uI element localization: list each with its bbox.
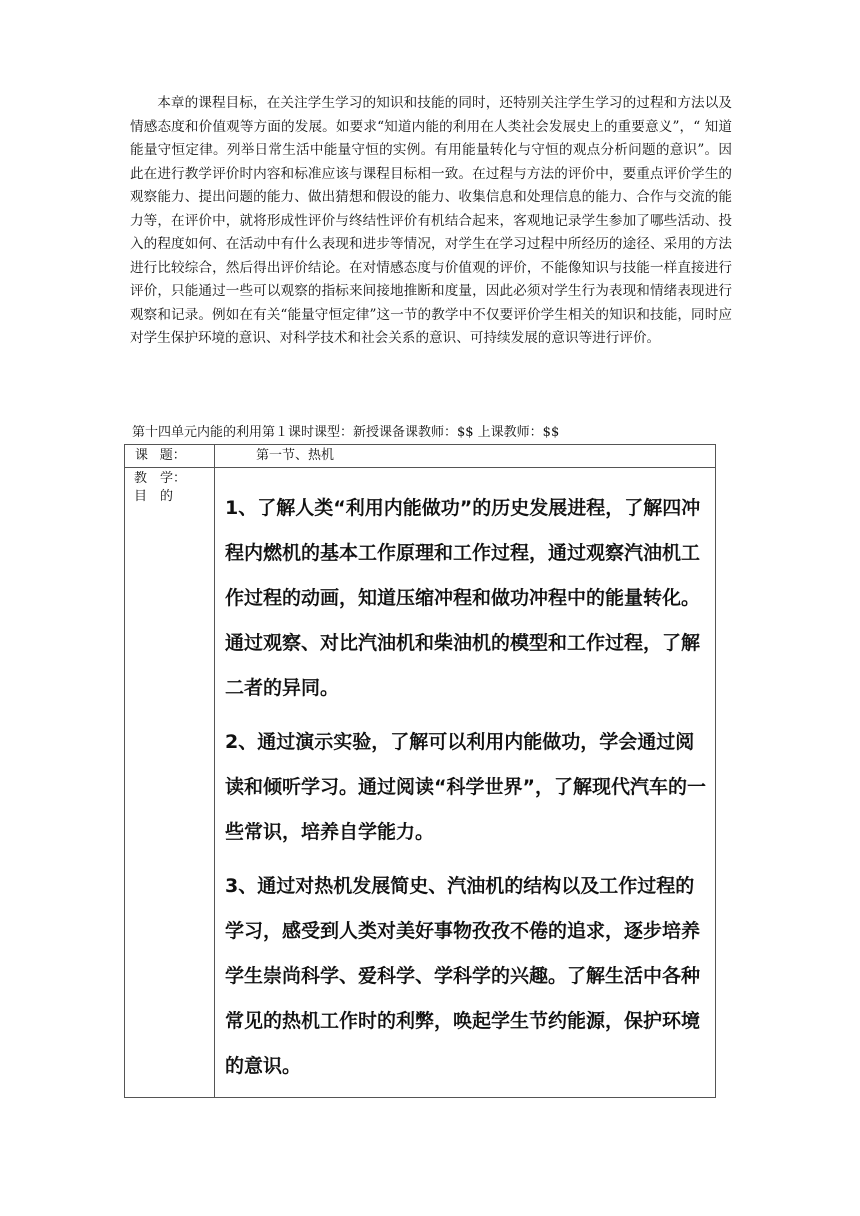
topic-row	[125, 445, 716, 468]
topic-label-cell	[125, 445, 215, 468]
intro-paragraph: 本章的课程目标，在关注学生学习的知识和技能的同时，还特别关注学生学习的过程和方法以及情感态度和价值观等方面的发展。如要求“知道内能的利用在人类社会发展史上的重要意义”，“ 知道能量守恒定律。列举日常生活中能量守恒的实例。有用能量转化与守恒的观点分析问题的意识”。因此在进行教学评价时内容和标准应该与课程目标相一致。在过程与方法的评价中，要重点评价学生的观察能力、提出问题的能力、做出猜想和假设的能力、收集信息和处理信息的能力、合作与交流的能力等，在评价中，就将形成性评价与终结性评价有机结合起来，客观地记录学生参加了哪些活动、投入的程度如何、在活动中有什么表现和进步等情况，对学生在学习过程中所经历的途径、采用的方法进行比较综合，然后得出评价结论。在对情感态度与价值观的评价，不能像知识与技能一样直接进行评价，只能通过一些可以观察的指标来间接地推断和度量，因此必须对学生行为表现和情绪表现进行观察和记录。例如在有关“能量守恒定律”这一节的教学中不仅要评价学生相关的知识和技能，同时应对学生保护环境的意识、对科学技术和社会关系的意识、可持续发展的意识等进行评价。	[130, 95, 732, 346]
goal-item-3: 3、通过对热机发展简史、汽油机的结构以及工作过程的学习，感受到人类对美好事物孜孜不倦的追求，逐步培养学生崇尚科学、爱科学、学科学的兴趣。了解生活中各种常见的热机工作时的利弊，唤起学生节约能源，保护环境的意识。	[225, 875, 701, 1077]
topic-label	[125, 445, 214, 467]
goals-label-line2: 目 的	[134, 489, 174, 504]
goals-content	[215, 468, 715, 1097]
lesson-plan-table	[124, 444, 716, 1098]
goals-label	[125, 468, 214, 506]
goal-item-1: 1、了解人类“利用内能做功”的历史发展进程，了解四冲程内燃机的基本工作原理和工作过程，通过观察汽油机工作过程的动画，知道压缩冲程和做功冲程中的能量转化。通过观察、对比汽油机和柴油机的模型和工作过程，了解二者的异同。	[225, 497, 701, 699]
goals-cell	[215, 468, 716, 1098]
goals-label-line1: 教 学：	[134, 471, 187, 486]
topic-label-char: 课	[135, 448, 160, 463]
goals-label-cell	[125, 468, 215, 1098]
topic-value-cell	[215, 445, 716, 468]
topic-value: 第一节、热机	[256, 448, 335, 463]
topic-label-suffix: 题：	[159, 448, 186, 463]
goals-row	[125, 468, 716, 1098]
goal-item-2: 2、通过演示实验，了解可以利用内能做功，学会通过阅读和倾听学习。通过阅读“科学世界”，了解现代汽车的一些常识，培养自学能力。	[225, 731, 706, 843]
lesson-header: 第十四单元内能的利用第１课时课型：新授课备课教师：$$ 上课教师：$$	[132, 425, 560, 440]
